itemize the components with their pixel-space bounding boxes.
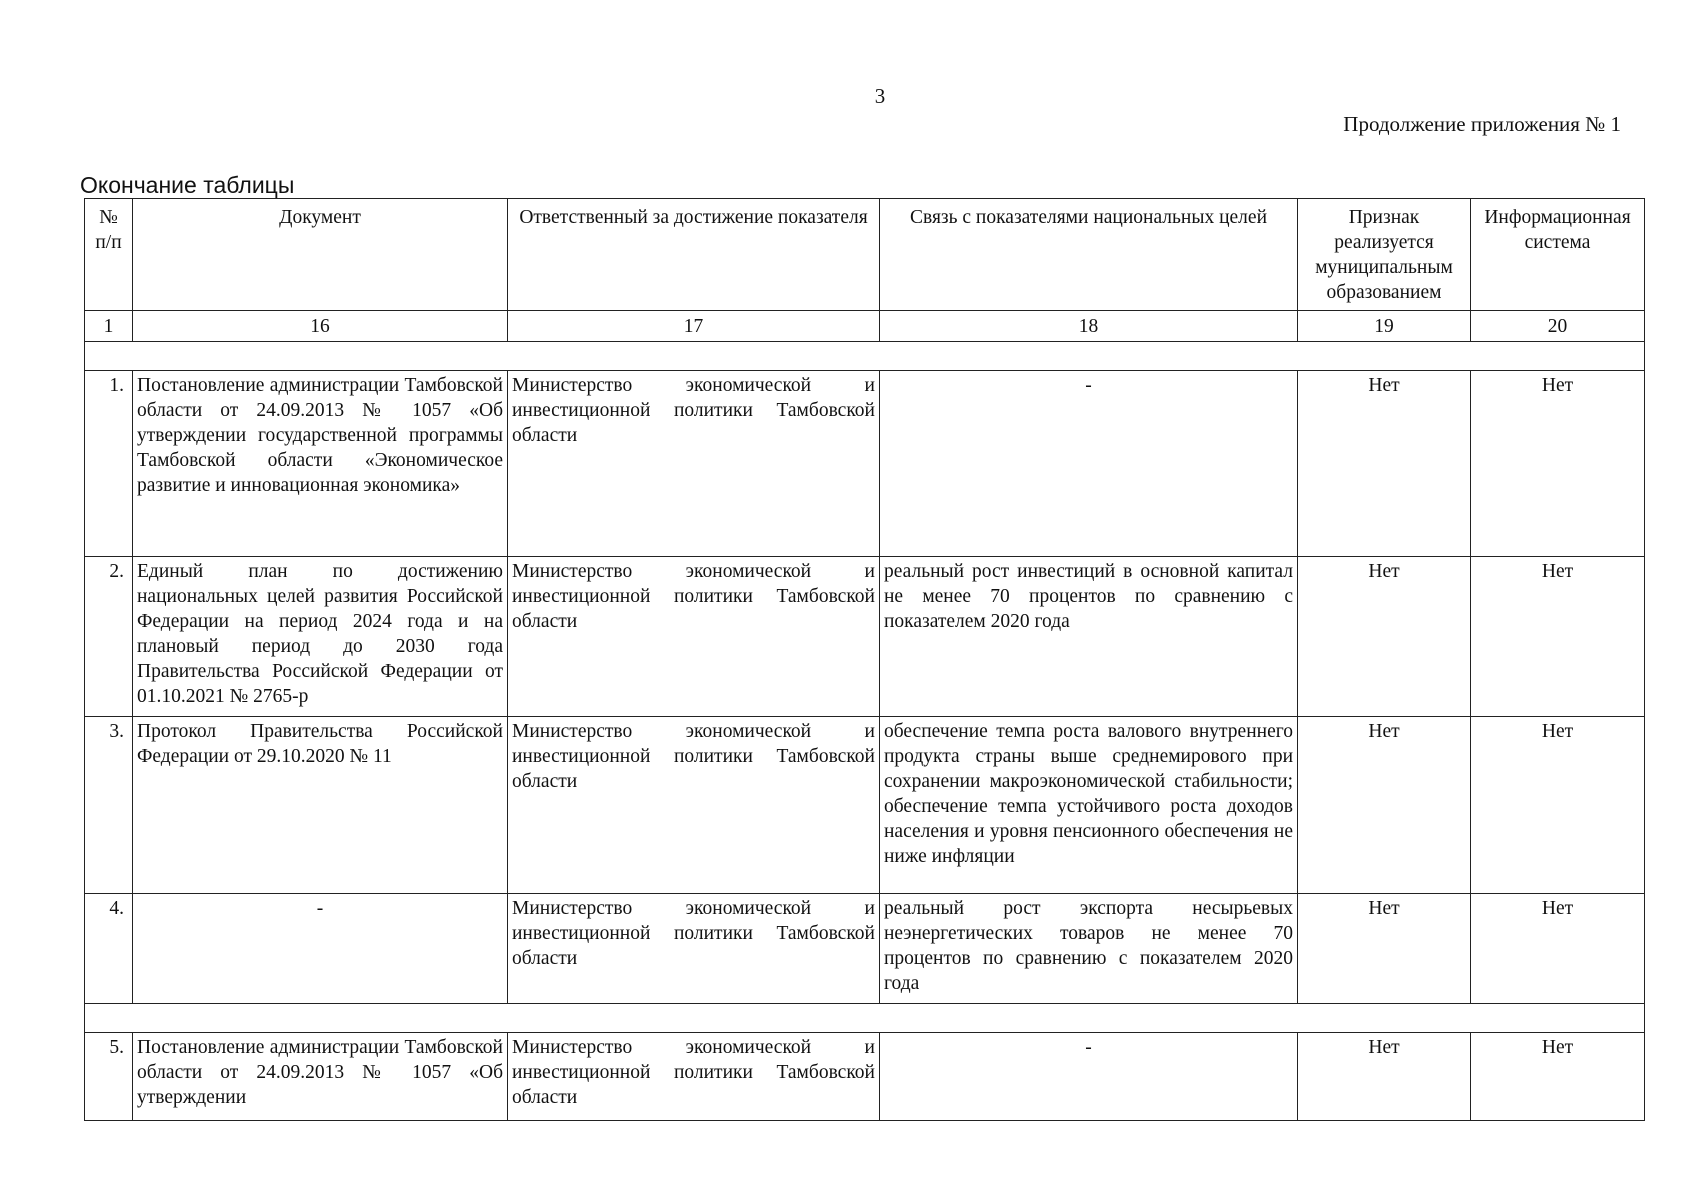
column-number: 1 bbox=[85, 311, 133, 342]
table-row bbox=[85, 1033, 1645, 1121]
info-system-cell: Нет bbox=[1471, 371, 1645, 557]
info-system-cell: Нет bbox=[1471, 894, 1645, 1004]
table-caption: Окончание таблицы bbox=[80, 172, 295, 198]
page-number: 3 bbox=[874, 84, 886, 108]
responsible-cell: Министерство экономической и инвестиционной политики Тамбовской области bbox=[508, 1033, 880, 1121]
document-table bbox=[84, 198, 1645, 1121]
row-number: 5. bbox=[85, 1033, 133, 1121]
document-cell: - bbox=[133, 894, 508, 1004]
national-goal-cell: обеспечение темпа роста валового внутреннего продукта страны выше среднемирового при сохранении макроэкономической стабильности; обеспечение темпа устойчивого роста доходов населения и уровня пенсионного обеспечения не ниже инфляции bbox=[880, 717, 1298, 894]
row-number: 2. bbox=[85, 557, 133, 717]
column-number: 18 bbox=[880, 311, 1298, 342]
info-system-cell: Нет bbox=[1471, 1033, 1645, 1121]
row-number: 3. bbox=[85, 717, 133, 894]
header-num: № п/п bbox=[85, 199, 133, 311]
responsible-cell: Министерство экономической и инвестиционной политики Тамбовской области bbox=[508, 557, 880, 717]
column-number: 20 bbox=[1471, 311, 1645, 342]
column-number: 19 bbox=[1298, 311, 1471, 342]
document-cell: Постановление администрации Тамбовской области от 24.09.2013 № 1057 «Об утверждении государственной программы Тамбовской области «Экономическое развитие и инновационная экономика» bbox=[133, 371, 508, 557]
national-goal-cell: - bbox=[880, 1033, 1298, 1121]
info-system-cell: Нет bbox=[1471, 557, 1645, 717]
header-row bbox=[85, 199, 1645, 311]
column-number: 17 bbox=[508, 311, 880, 342]
table-row bbox=[85, 717, 1645, 894]
column-number: 16 bbox=[133, 311, 508, 342]
national-goal-cell: реальный рост экспорта несырьевых неэнергетических товаров не менее 70 процентов по сравнению с показателем 2020 года bbox=[880, 894, 1298, 1004]
header-national-goals: Связь с показателями национальных целей bbox=[880, 199, 1298, 311]
responsible-cell: Министерство экономической и инвестиционной политики Тамбовской области bbox=[508, 717, 880, 894]
document-cell: Протокол Правительства Российской Федерации от 29.10.2020 № 11 bbox=[133, 717, 508, 894]
section-gap-row bbox=[85, 1004, 1645, 1033]
row-number: 4. bbox=[85, 894, 133, 1004]
table-row bbox=[85, 557, 1645, 717]
header-responsible: Ответственный за достижение показателя bbox=[508, 199, 880, 311]
header-municipal: Признак реализуется муниципальным образованием bbox=[1298, 199, 1471, 311]
municipal-cell: Нет bbox=[1298, 894, 1471, 1004]
table-row bbox=[85, 371, 1645, 557]
header-info-system: Информационная система bbox=[1471, 199, 1645, 311]
municipal-cell: Нет bbox=[1298, 717, 1471, 894]
column-number-row bbox=[85, 311, 1645, 342]
appendix-note: Продолжение приложения № 1 bbox=[1343, 112, 1621, 136]
national-goal-cell: - bbox=[880, 371, 1298, 557]
row-number: 1. bbox=[85, 371, 133, 557]
document-cell: Постановление администрации Тамбовской области от 24.09.2013 № 1057 «Об утверждении bbox=[133, 1033, 508, 1121]
responsible-cell: Министерство экономической и инвестиционной политики Тамбовской области bbox=[508, 371, 880, 557]
municipal-cell: Нет bbox=[1298, 371, 1471, 557]
table-row bbox=[85, 894, 1645, 1004]
municipal-cell: Нет bbox=[1298, 1033, 1471, 1121]
national-goal-cell: реальный рост инвестиций в основной капитал не менее 70 процентов по сравнению с показателем 2020 года bbox=[880, 557, 1298, 717]
municipal-cell: Нет bbox=[1298, 557, 1471, 717]
section-gap-row bbox=[85, 342, 1645, 371]
header-document: Документ bbox=[133, 199, 508, 311]
info-system-cell: Нет bbox=[1471, 717, 1645, 894]
responsible-cell: Министерство экономической и инвестиционной политики Тамбовской области bbox=[508, 894, 880, 1004]
document-cell: Единый план по достижению национальных целей развития Российской Федерации на период 2024 года и на плановый период до 2030 года Правительства Российской Федерации от 01.10.2021 № 2765-р bbox=[133, 557, 508, 717]
